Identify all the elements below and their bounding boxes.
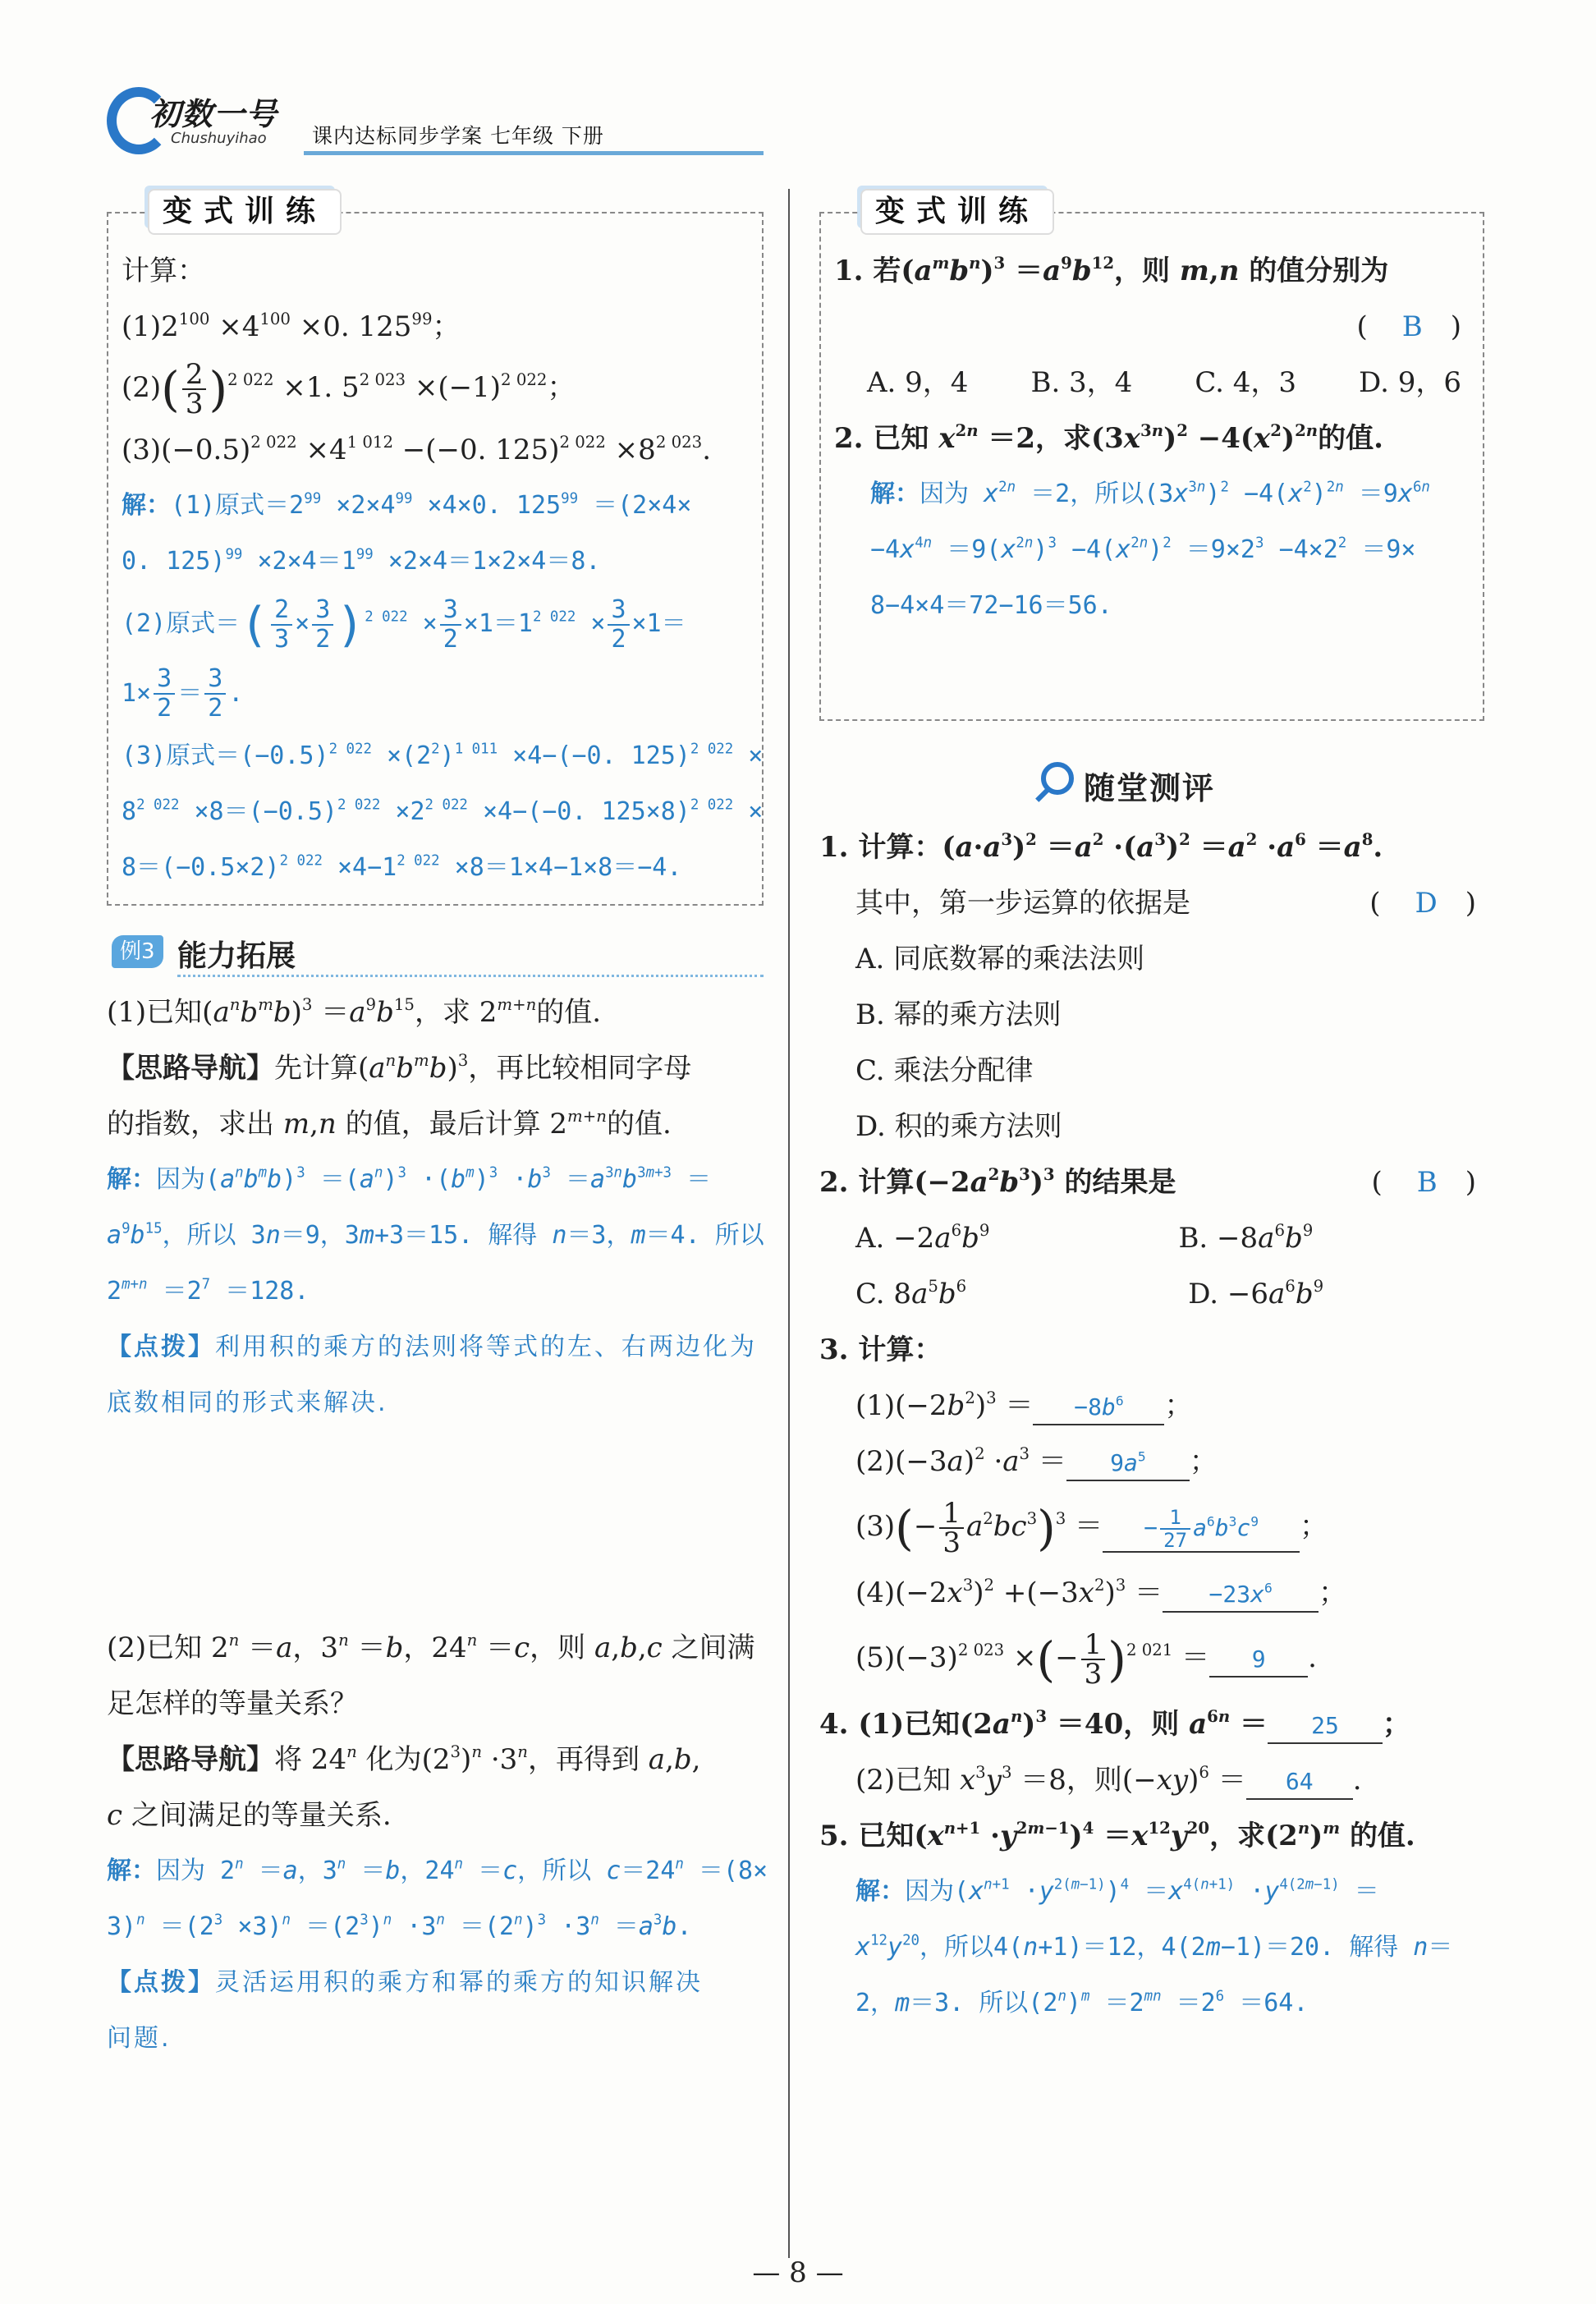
solution-1a: 解：(1)原式$=2^{99} \times 2\times 4^{99} \times 4\times 0$. $125^{99} =(2\times 4\times$: [122, 490, 692, 520]
t2-options-ab: A. $-2a^6b^9$ B. $-8a^6b^9$: [855, 1220, 1314, 1255]
t4-1: 4. (1)已知$(2a^n)^3 =40$，则 $a^{6n} = 25$ ；: [819, 1696, 1484, 1752]
t1-option-b: B. 幂的乘方法则: [855, 998, 1062, 1031]
t5-solution-a: 解：因为$(x^{n+1} \cdot y^{2(m-1)})^4 =x^{4(n+1)} \cdot y^{4(2m-1)}$ ＝: [855, 1876, 1379, 1906]
ex3-solution-1c: $2^{m+n} =2^7 =128$.: [107, 1275, 310, 1306]
variant-training-box-right: [819, 195, 1484, 721]
t1-basis: 其中，第一步运算的依据是 ( D ): [855, 887, 1476, 920]
t5: 5. 已知$(x^{n+1} \cdot y^{2m-1})^4 =x^{12}y^{20}$，求$(2^n)^m$ 的值.: [819, 1817, 1415, 1852]
column-divider: [788, 189, 790, 2258]
rq2-solution-c: 8−4×4＝72−16＝56.: [870, 591, 1112, 620]
t3-3: (3)(− $\frac{1}{3}$ $a^2bc^3)^3$ ＝ − $\frac{1}{27}$ $a^6b^3c^9$ ；: [855, 1497, 1328, 1559]
rq2-solution-a: 解：因为 $x^{2n} =2$，所以$(3x^{3n})^2 -4(x^2)^{2n} =9x^{6n}$: [870, 479, 1430, 508]
example3-q2a: (2)已知 $2^n =a$，$3^n =b$，$24^n =c$，则 a,b,c 之间满: [107, 1630, 755, 1664]
ex3-solution-2b: $3)^n =(2^3 \times 3)^n =(2^3)^n \cdot 3^n =(2^n)^3 \cdot 3^n =a^3b$.: [107, 1911, 692, 1941]
tip-1a: 【点拨】利用积的乘方的法则将等式的左、右两边化为: [107, 1332, 757, 1361]
t4-2: (2)已知 $x^3y^3 =8$，则$(-xy)^6 = 64$ .: [819, 1752, 1484, 1808]
header-underline: [304, 151, 764, 155]
solution-2a: (2)原式＝( $\frac{2}{3}$ × $\frac{3}{2}$ )$^{2 022}$ × $\frac{3}{2}$ $\times 1=1^{2 022}$ × $\frac{3}{2}$ ×1＝: [122, 594, 686, 654]
solution-1b: 0. $125)^{99} \times 2\times 4=1^{99} \times 2\times 4=1\times 2\times 4=8$.: [122, 546, 601, 576]
problem-3: $(3)(-0.5)^{2 022} \times 4^{1 012} -(-0$. $125)^{2 022} \times 8^{2 023}$.: [122, 432, 712, 466]
t3-4: $(4)(-2x^3)^2 +(-3x^2)^3 = -23x^6$ ；: [819, 1565, 1484, 1621]
solution-2b: 1× $\frac{3}{2}$ ＝ $\frac{3}{2}$ .: [122, 664, 244, 723]
t1-option-d: D. 积的乘方法则: [855, 1110, 1062, 1143]
t2-options-cd: C. $8a^5b^6$ D. $-6a^6b^9$: [855, 1276, 1324, 1310]
quiz-header: [819, 754, 1484, 819]
ex3-solution-1a: 解：因为$(a^nb^mb)^3 =(a^n)^3 \cdot(b^m)^3 \cdot b^3 =a^{3n}b^{3m+3}$ ＝: [107, 1163, 712, 1194]
path-hint-2a: 【思路导航】将 24$^n$ 化为$(2^3)^n \cdot 3^n$，再得到 a,b,: [107, 1742, 701, 1776]
magnifier-icon: [1041, 762, 1074, 795]
t1: 1. 计算：$(a\cdot a^3)^2 =a^2 \cdot(a^3)^2 =a^2 \cdot a^6 =a^8$.: [819, 828, 1383, 864]
left-column: [107, 189, 768, 2067]
example3-q1: (1)已知$(a^nb^mb)^3 =a^9b^{15}$，求 $2^{m+n}$的值.: [107, 994, 602, 1029]
t1-option-a: A. 同底数幂的乘法法则: [855, 943, 1145, 975]
option-b: B. 3，4: [1030, 366, 1133, 399]
example3-q2b: 足怎样的等量关系？: [107, 1687, 358, 1720]
right-column: [819, 189, 1484, 2031]
problem-2: (2)( $\frac{2}{3}$ )$^{2 022}$ ×1. $5^{2 023} \times(-1)^{2 022}$；: [122, 358, 576, 420]
example3-header: [107, 929, 764, 978]
problem-1: $(1)2^{100} \times 4^{100} \times 0$. $125^{99}$；: [122, 309, 461, 343]
rq1-answer: ( B ): [1356, 310, 1461, 343]
box-title: 变式训练: [862, 190, 1053, 233]
prompt: 计算：: [122, 255, 205, 287]
box-title: 变式训练: [149, 190, 340, 233]
path-hint-1a: 【思路导航】先计算$(a^nb^mb)^3$，再比较相同字母: [107, 1050, 692, 1085]
t5-solution-b: $x^{12}y^{20}$，所以4(n+1)＝12，4(2m−1)＝20. 解得 n＝: [855, 1932, 1453, 1962]
header-subtitle: 课内达标同步学案 七年级 下册: [312, 124, 604, 148]
example-header-line: [177, 975, 764, 977]
t3-1: $(1)(-2b^2)^3 = -8b^6$ ；: [819, 1378, 1484, 1434]
t1-option-c: C. 乘法分配律: [855, 1054, 1034, 1087]
example-tag: 例3: [112, 935, 163, 968]
page-number: — 8 —: [752, 2256, 844, 2289]
tip-1b: 底数相同的形式来解决.: [107, 1388, 388, 1417]
variant-training-box: [107, 195, 764, 906]
ex3-solution-1b: $a^9b^{15}$，所以 3n＝9，3m+3＝15. 解得 n＝3，m＝4. 所以: [107, 1219, 764, 1250]
option-a: A. 9，4: [867, 366, 969, 399]
rq1: 1. 若$(a^mb^n)^3 =a^9b^{12}$，则 m,n 的值分别为: [834, 252, 1389, 287]
path-hint-1b: 的指数，求出 m,n 的值，最后计算 $2^{m+n}$的值.: [107, 1106, 672, 1141]
solution-3a: (3)原式$=(-0.5)^{2 022} \times(2^2)^{1 011} \times 4-(-0$. 125)$^{2 022}$ ×: [122, 740, 764, 770]
quiz-title: 随堂测评: [1084, 770, 1216, 806]
ex3-solution-2a: 解：因为 $2^n =a$，$3^n =b$，$24^n =c$，所以 $c=24^n =(8\times$: [107, 1855, 768, 1885]
example-title: 能力拓展: [177, 939, 296, 973]
rq1-options: [834, 355, 1470, 411]
solution-3b: $8^{2 022} \times 8=(-0.5)^{2 022} \times 2^{2 022} \times 4-(-0$. 125×8)$^{2 022}$ ×: [122, 796, 764, 826]
t3: 3. 计算：: [819, 1333, 942, 1366]
option-d: D. 9，6: [1359, 366, 1461, 399]
page-header: [107, 82, 665, 160]
rq2: 2. 已知 $x^{2n} =2$，求$(3x^{3n})^2 -4(x^2)^{2n}$的值.: [834, 420, 1383, 455]
option-c: C. 4，3: [1195, 366, 1297, 399]
logo-text: 初数一号: [149, 96, 278, 132]
spacer: [107, 1431, 764, 1620]
t5-solution-c: 2，m＝3. 所以$(2^n)^m =2^{mn} =2^6 =64$.: [855, 1988, 1309, 2017]
t3-2: $(2)(-3a)^2 \cdot a^3 = 9a^5$ ；: [819, 1434, 1484, 1489]
rq2-solution-b: $-4x^{4n} =9(x^{2n})^3 -4(x^{2n})^2 =9\times 2^3 -4\times 2^2 =9\times$: [870, 535, 1416, 564]
path-hint-2b: c 之间满足的等量关系.: [107, 1798, 392, 1832]
t2: 2. 计算$(-2a^2b^3)^3$ 的结果是 ( B ): [819, 1163, 1476, 1199]
t3-5: $(5)(-3)^{2 023}$ ×(− $\frac{1}{3}$ )$^{2 021}$ ＝ 9 .: [855, 1628, 1317, 1691]
solution-3c: $8=(-0.5\times 2)^{2 022} \times 4-1^{2 022} \times 8=1\times 4-1\times 8=-4$.: [122, 851, 682, 882]
tip-2a: 【点拨】灵活运用积的乘方和幂的乘方的知识解决: [107, 1967, 703, 1997]
logo-pinyin: Chushuyihao: [171, 130, 267, 147]
tip-2b: 问题.: [107, 2023, 172, 2053]
